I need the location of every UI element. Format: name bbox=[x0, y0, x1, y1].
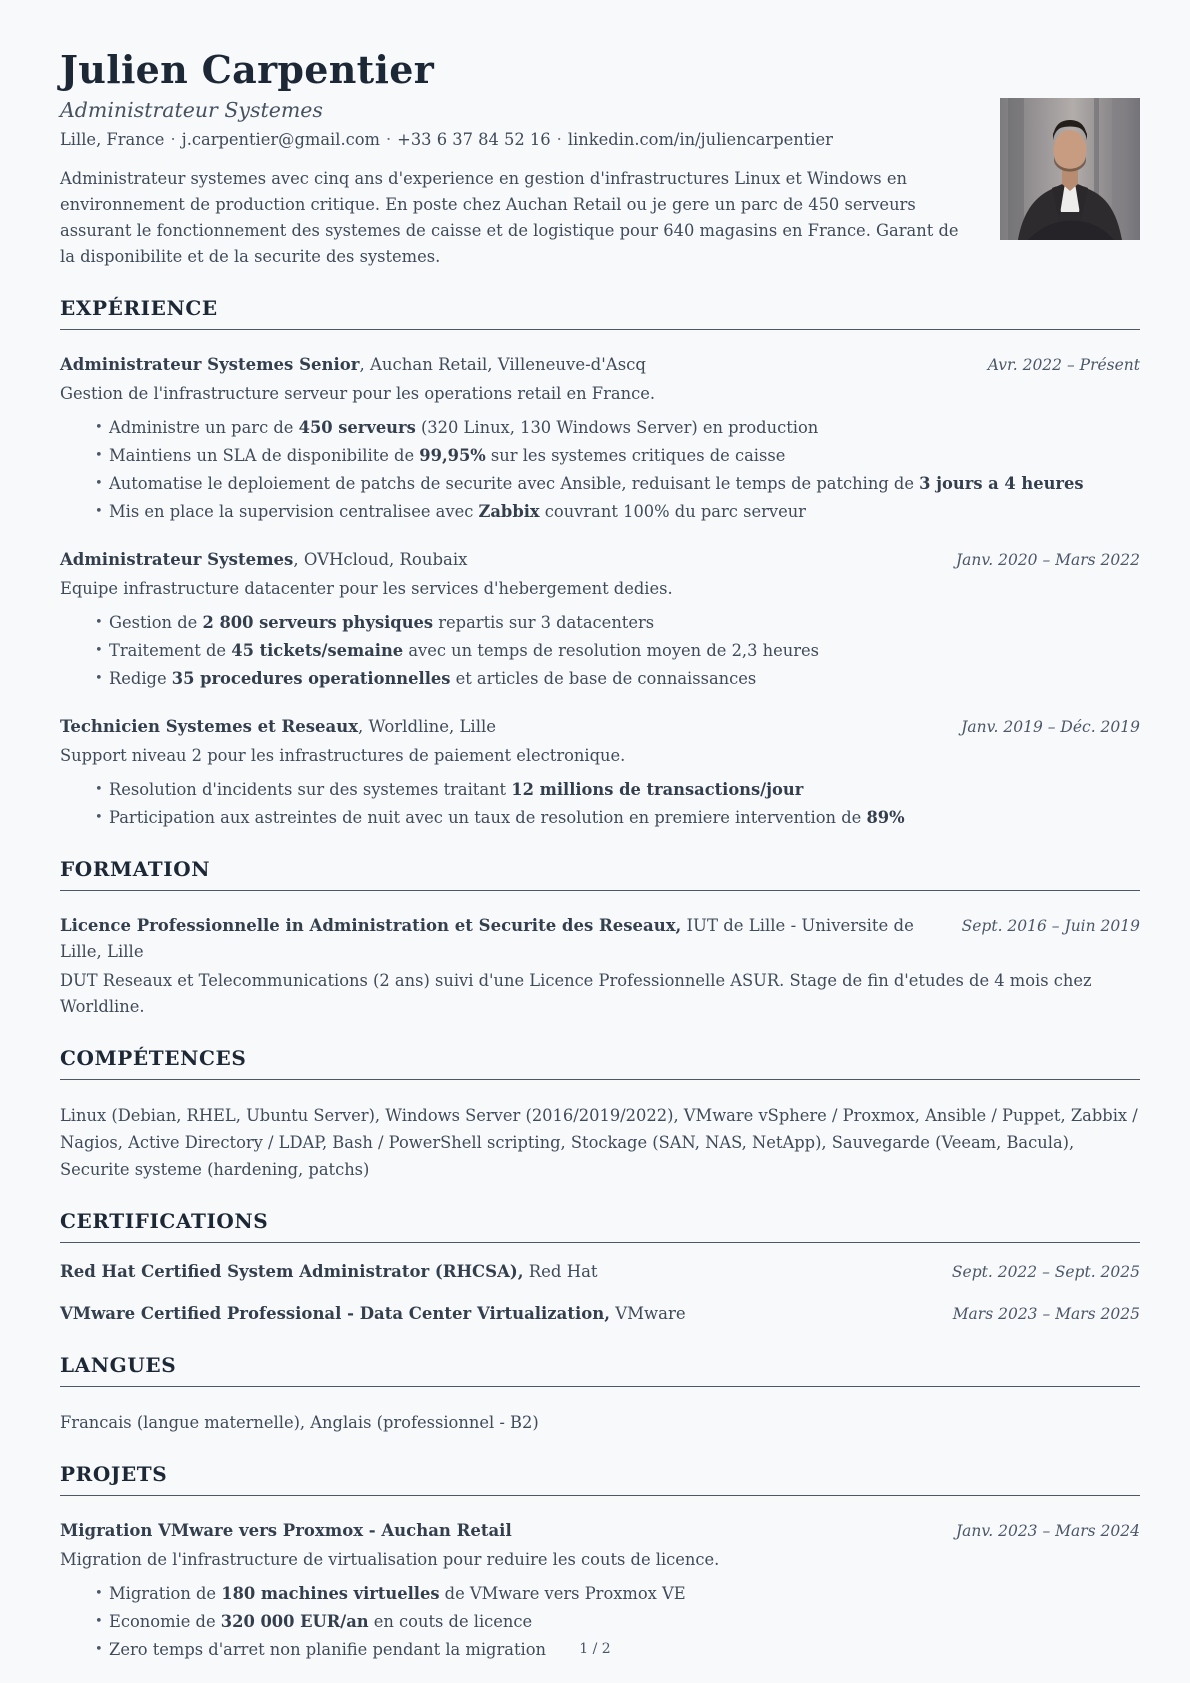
certification-entry bbox=[60, 1301, 1140, 1327]
role-subtitle: Administrateur Systemes bbox=[60, 97, 323, 122]
entry-titleline bbox=[60, 1518, 512, 1544]
bullet-list bbox=[60, 415, 1140, 525]
bullet-item: • Traitement de 45 tickets/semaine avec un temps de resolution moyen de 2,3 heures bbox=[95, 638, 1140, 664]
entry-header bbox=[60, 352, 1140, 378]
certification-title: Red Hat Certified System Administrator (RHCSA), bbox=[60, 1261, 524, 1281]
email-text: j.carpentier@gmail.com bbox=[181, 129, 380, 149]
phone-text: +33 6 37 84 52 16 bbox=[397, 129, 551, 149]
entry-titleline bbox=[60, 913, 940, 965]
degree-title: Licence Professionnelle in Administration et Securite des Reseaux, bbox=[60, 915, 682, 935]
section-heading-certifications: CERTIFICATIONS bbox=[60, 1209, 1140, 1243]
certification-entry bbox=[60, 1259, 1140, 1285]
entry-header bbox=[60, 1518, 1140, 1544]
entry-titleline bbox=[60, 547, 467, 573]
bullet-list bbox=[60, 610, 1140, 692]
header-identity bbox=[60, 48, 1000, 270]
header bbox=[60, 48, 1140, 270]
profile-photo bbox=[1000, 98, 1140, 240]
location-text: Lille, France bbox=[60, 129, 165, 149]
section-heading-formation: FORMATION bbox=[60, 857, 1140, 891]
experience-entry bbox=[60, 714, 1140, 831]
job-summary: Gestion de l'infrastructure serveur pour les operations retail en France. bbox=[60, 383, 656, 403]
skills-paragraph: Linux (Debian, RHEL, Ubuntu Server), Windows Server (2016/2019/2022), VMware vSphere / Proxmox, Ansible / Puppet, Zabbix / Nagios, Active Directory / LDAP, Bash / PowerShell scripting, Stockage (SAN, NAS, NetApp), Sauvegarde (Veeam, Bacula), Securite systeme (hardening, patchs) bbox=[60, 1105, 1138, 1179]
bullet-list bbox=[60, 777, 1140, 831]
section-heading-projets: PROJETS bbox=[60, 1462, 1140, 1496]
certification-dates: Mars 2023 – Mars 2025 bbox=[952, 1304, 1140, 1323]
name-heading: Julien Carpentier bbox=[60, 47, 435, 92]
profile-photo-illustration bbox=[1000, 98, 1140, 240]
school-name: IUT de Lille - Universite de Lille, Lille bbox=[60, 915, 914, 961]
bullet-item: • Administre un parc de 450 serveurs (320 Linux, 130 Windows Server) en production bbox=[95, 415, 1140, 441]
section-heading-competences: COMPÉTENCES bbox=[60, 1046, 1140, 1080]
job-dates: Avr. 2022 – Présent bbox=[987, 355, 1140, 374]
job-dates: Janv. 2020 – Mars 2022 bbox=[955, 550, 1140, 569]
entry-header bbox=[60, 547, 1140, 573]
formation-dates: Sept. 2016 – Juin 2019 bbox=[961, 916, 1140, 935]
project-title: Migration VMware vers Proxmox - Auchan Retail bbox=[60, 1520, 512, 1540]
job-company: , Auchan Retail, Villeneuve-d'Ascq bbox=[359, 354, 646, 374]
section-heading-langues: LANGUES bbox=[60, 1353, 1140, 1387]
contact-line bbox=[60, 130, 960, 149]
project-summary: Migration de l'infrastructure de virtualisation pour reduire les couts de licence. bbox=[60, 1549, 720, 1569]
bullet-item: • Gestion de 2 800 serveurs physiques repartis sur 3 datacenters bbox=[95, 610, 1140, 636]
linkedin-text: linkedin.com/in/juliencarpentier bbox=[567, 129, 833, 149]
summary-paragraph: Administrateur systemes avec cinq ans d'experience en gestion d'infrastructures Linux et Windows en environnement de production critique. En poste chez Auchan Retail ou je gere un parc de 450 serveurs assurant le fonctionnement des systemes de caisse et de logistique pour 640 magasins en France. Garant de la disponibilite et de la securite des systemes. bbox=[60, 168, 959, 266]
page-number: 1 / 2 bbox=[579, 1641, 611, 1657]
contact-separator: · bbox=[170, 129, 176, 149]
job-company: , Worldline, Lille bbox=[358, 716, 497, 736]
bullet-item: • Maintiens un SLA de disponibilite de 99,95% sur les systemes critiques de caisse bbox=[95, 443, 1140, 469]
entry-titleline bbox=[60, 1259, 598, 1285]
job-title: Administrateur Systemes bbox=[60, 549, 294, 569]
entry-header bbox=[60, 1259, 1140, 1285]
bullet-item: • Participation aux astreintes de nuit avec un taux de resolution en premiere intervention de 89% bbox=[95, 805, 1140, 831]
entry-header bbox=[60, 1301, 1140, 1327]
bullet-item: • Mis en place la supervision centralisee avec Zabbix couvrant 100% du parc serveur bbox=[95, 499, 1140, 525]
contact-separator: · bbox=[385, 129, 392, 149]
job-company: , OVHcloud, Roubaix bbox=[293, 549, 468, 569]
certification-issuer: Red Hat bbox=[523, 1261, 598, 1281]
job-summary: Support niveau 2 pour les infrastructures de paiement electronique. bbox=[60, 745, 626, 765]
entry-header bbox=[60, 714, 1140, 740]
entry-header bbox=[60, 913, 1140, 965]
job-title: Technicien Systemes et Reseaux bbox=[60, 716, 359, 736]
certification-dates: Sept. 2022 – Sept. 2025 bbox=[951, 1262, 1140, 1281]
bullet-item: • Migration de 180 machines virtuelles de VMware vers Proxmox VE bbox=[95, 1581, 1140, 1607]
contact-separator: · bbox=[556, 129, 562, 149]
project-dates: Janv. 2023 – Mars 2024 bbox=[955, 1521, 1140, 1540]
job-summary: Equipe infrastructure datacenter pour les services d'hebergement dedies. bbox=[60, 578, 673, 598]
bullet-item: • Zero temps d'arret non planifie pendant la migration bbox=[95, 1637, 1140, 1663]
formation-description: DUT Reseaux et Telecommunications (2 ans) suivi d'une Licence Professionnelle ASUR. Stage de fin d'etudes de 4 mois chez Worldline. bbox=[60, 970, 1092, 1016]
job-dates: Janv. 2019 – Déc. 2019 bbox=[961, 717, 1140, 736]
formation-entry bbox=[60, 913, 1140, 1020]
certification-issuer: VMware bbox=[610, 1303, 686, 1323]
experience-entry bbox=[60, 352, 1140, 525]
languages-paragraph: Francais (langue maternelle), Anglais (professionnel - B2) bbox=[60, 1412, 539, 1432]
entry-titleline bbox=[60, 1301, 686, 1327]
experience-entry bbox=[60, 547, 1140, 692]
entry-titleline bbox=[60, 352, 646, 378]
job-title: Administrateur Systemes Senior bbox=[60, 354, 360, 374]
certification-title: VMware Certified Professional - Data Center Virtualization, bbox=[60, 1303, 610, 1323]
bullet-item: • Redige 35 procedures operationnelles et articles de base de connaissances bbox=[95, 666, 1140, 692]
section-heading-experience: EXPÉRIENCE bbox=[60, 296, 1140, 330]
entry-titleline bbox=[60, 714, 496, 740]
bullet-item: • Automatise le deploiement de patchs de securite avec Ansible, reduisant le temps de patching de 3 jours a 4 heures bbox=[95, 471, 1140, 497]
bullet-item: • Economie de 320 000 EUR/an en couts de licence bbox=[95, 1609, 1140, 1635]
bullet-item: • Resolution d'incidents sur des systemes traitant 12 millions de transactions/jour bbox=[95, 777, 1140, 803]
